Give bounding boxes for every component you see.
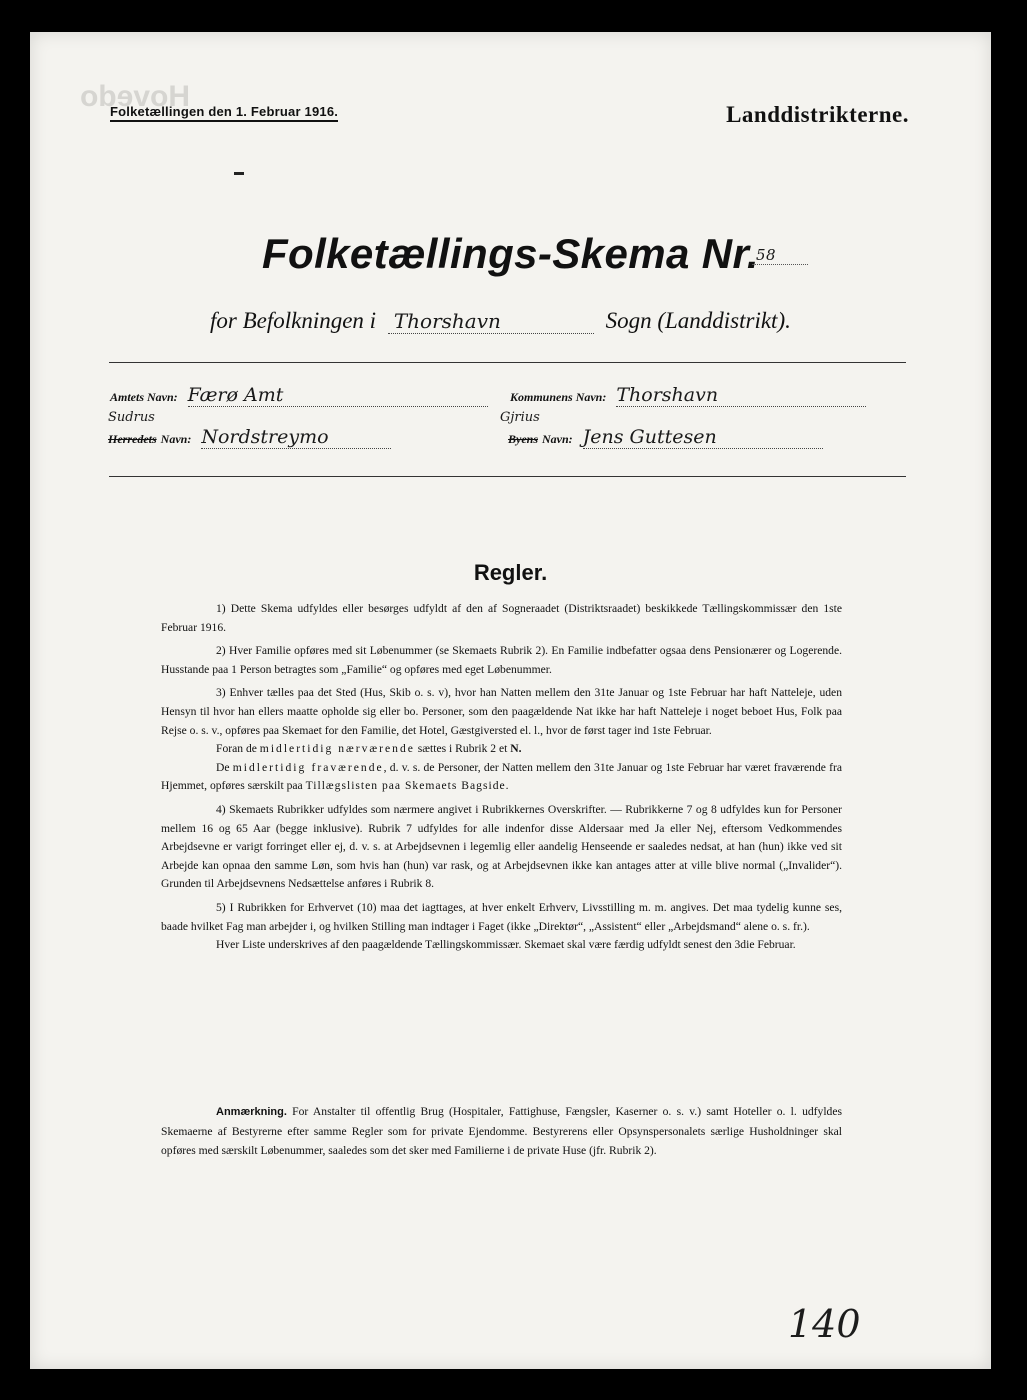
rule-3-absent — [161, 759, 842, 796]
by-field — [508, 426, 908, 449]
form-number: 58 — [752, 246, 808, 265]
rule-3-present-spaced: midlertidig nærværende — [259, 742, 415, 756]
rule-2: 2) Hver Familie opføres med sit Løbenummer (se Skemaets Rubrik 2). En Familie indbefatter ogsaa dens Pensionærer og Logerende. Husstande paa 1 Person betragtes som „Familie“ og opføres med eget Løbenummer. — [161, 644, 842, 676]
bleed-through-stamp: Hovedo — [80, 80, 191, 113]
amt-value: Færø Amt — [188, 384, 488, 407]
by-label-struck: Byens — [508, 432, 538, 446]
annotation-note — [161, 1102, 842, 1160]
rule-3-absent-b: , d. v. s. de Personer, der Natten mellem den 31te Januar og 1ste Februar har været fraværende fra Hjemmet, opføres særskilt paa — [161, 760, 842, 793]
annotation-paragraph — [161, 1102, 842, 1160]
rule-6: Hver Liste underskrives af den paagældende Tællingskommissær. Skemaet skal være færdig udfyldt senest den 3die Februar. — [216, 938, 796, 952]
rule-3-present-b: sættes i Rubrik 2 et — [417, 742, 508, 756]
district-type-header: Landdistrikterne. — [726, 102, 909, 127]
divider-bottom — [109, 476, 906, 477]
census-date-header: Folketællingen den 1. Februar 1916. — [110, 104, 338, 122]
rules-heading: Regler. — [473, 560, 548, 585]
herred-label: Navn: — [160, 432, 192, 446]
form-title-text: Folketællings-Skema Nr. — [261, 230, 760, 277]
kommune-field — [510, 384, 910, 407]
parish-suffix: Sogn (Landdistrikt). — [605, 308, 791, 333]
kommune-label: Kommunens Navn: — [510, 390, 607, 404]
amt-field — [110, 384, 530, 407]
herred-correction: Sudrus — [108, 410, 155, 425]
by-correction: Gjrius — [500, 410, 540, 425]
annotation-text: For Anstalter til offentlig Brug (Hospitaler, Fattighuse, Fængsler, Kaserner o. s. v.) samt Hoteller o. l. udfyldes Skemaerne af Bestyrerne efter samme Regler som for private Ejendomme. Bestyrerens eller Opsynspersonalets særlige Husholdninger skal opføres med særskilt Løbenummer, saaledes som det sker med Familierne i de private Huse (jfr. Rubrik 2). — [161, 1105, 842, 1157]
parish-prefix: for Befolkningen i — [210, 308, 377, 333]
handwritten-page-number: 140 — [788, 1302, 861, 1346]
herred-field — [108, 426, 528, 449]
by-value: Jens Guttesen — [583, 426, 823, 449]
rule-1: 1) Dette Skema udfyldes eller besørges udfyldt af den af Sogneraadet (Distriktsraadet) beskikkede Tællingskommissær den 1ste Februar 1916. — [161, 602, 842, 634]
annotation-label: Anmærkning. — [216, 1106, 287, 1118]
rule-3-absent-end: . — [505, 779, 509, 793]
herred-value: Nordstreymo — [201, 426, 391, 449]
kommune-value: Thorshavn — [616, 384, 866, 407]
rule-3-absent-spaced: midlertidig fraværende — [232, 760, 384, 774]
rule-3-absent-a: De — [216, 760, 230, 774]
ink-mark — [234, 172, 244, 175]
amt-label: Amtets Navn: — [110, 390, 178, 404]
rule-4: 4) Skemaets Rubrikker udfyldes som nærmere angivet i Rubrikkernes Overskrifter. — Rubrikkerne 7 og 8 udfyldes kun for Personer mellem 16 og 65 Aar (begge inklusive). Rubrik 7 udfyldes for alle indenfor disse Aldersaar med Ja eller Nej, eftersom Vedkommendes Arbejdsevne er varigt forringet eller ej, d. v. s. at Arbejdsevnen i legemlig eller aandelig Henseende er saaledes nedsat, at han (hun) ikke ved sit Arbejde kan opnaa den samme Løn, som hvis han (hun) var rask, og at Arbejdsevnen ikke kan antages atter at ville blive normal („Invalider“). Grunden til Arbejdsevnens Nedsættelse anføres i Rubrik 8. — [161, 802, 842, 891]
rule-3-present-a: Foran de — [216, 742, 257, 756]
rule-3-present-n: N. — [510, 742, 522, 756]
parish-name: Thorshavn — [388, 309, 594, 334]
rule-3-absent-spaced-2: Tillægslisten paa Skemaets Bagside — [305, 779, 506, 793]
parish-line — [210, 308, 791, 334]
rules-body — [161, 600, 842, 960]
census-form-page — [30, 32, 991, 1369]
rule-3-present — [161, 740, 842, 759]
by-label: Navn: — [542, 432, 573, 446]
rule-5: 5) I Rubrikken for Erhvervet (10) maa det iagttages, at hver enkelt Erhverv, Livsstilling m. m. angives. Det maa tydelig kunne ses, baade hvilket Fag man arbejder i, og hvilken Stilling man indtager i Faget (ikke „Direktør“, „Assistent“ eller „Arbejdsmand“ alene o. s. fr.). — [161, 900, 842, 933]
divider-top — [109, 362, 906, 363]
form-title — [30, 230, 991, 278]
herred-label-struck: Herredets — [108, 432, 157, 446]
rule-3: 3) Enhver tælles paa det Sted (Hus, Skib o. s. v), hvor han Natten mellem den 31te Januar og 1ste Februar har haft Natteleje, uden Hensyn til hvor han ellers maatte opholde sig eller bo. Personer, som den paagældende Nat ikke har haft Natteleje i noget beboet Hus, Folk paa Rejse o. s. v., opføres paa Skemaet for den Familie, det Hotel, Gæstgiversted el. l., hvor de først tager ind 1ste Februar. — [161, 686, 842, 737]
